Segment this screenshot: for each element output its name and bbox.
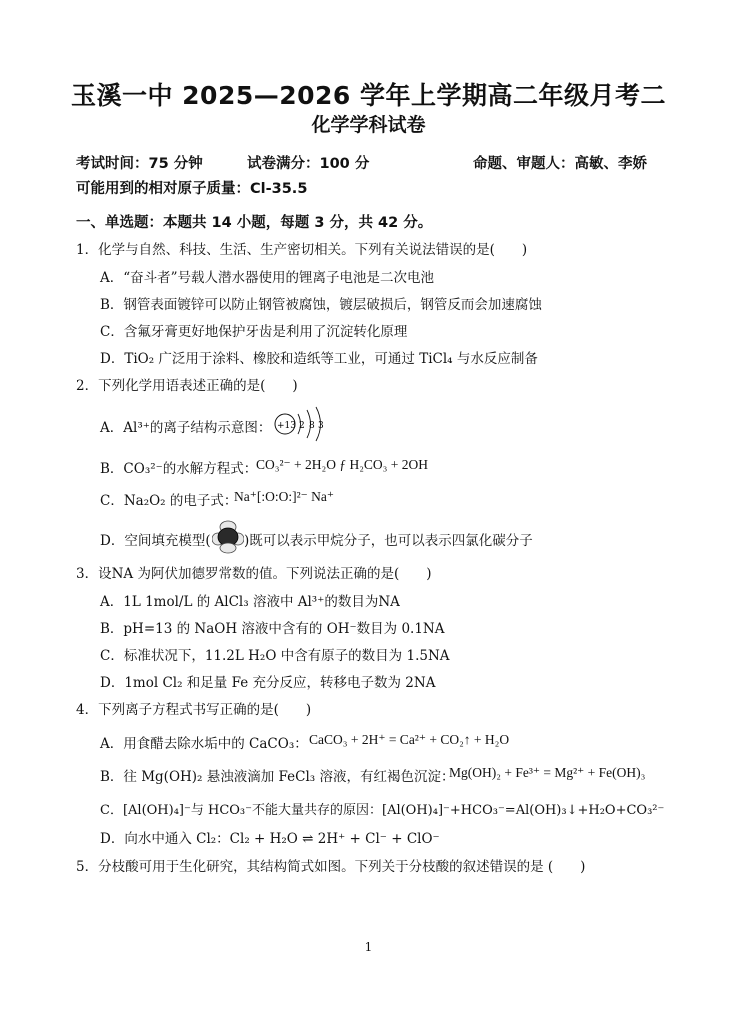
question-2-option-d-tail: )既可以表示甲烷分子，也可以表示四氯化碳分子 — [244, 533, 533, 549]
question-3-stem: 3．设NA 为阿伏加德罗常数的值。下列说法正确的是( ) — [76, 566, 432, 582]
question-5-stem: 5．分枝酸可用于生化研究，其结构简式如图。下列关于分枝酸的叙述错误的是 ( ) — [76, 859, 586, 875]
shell-2-count: 8 — [309, 421, 315, 431]
question-2-option-b: B．CO₃²⁻的水解方程式： — [100, 461, 258, 477]
question-4-option-d: D．向水中通入 Cl₂：Cl₂ + H₂O ⇌ 2H⁺ + Cl⁻ + ClO⁻ — [100, 831, 440, 847]
question-4-stem: 4．下列离子方程式书写正确的是( ) — [76, 702, 312, 718]
exam-time: 考试时间：75 分钟 — [76, 156, 203, 172]
question-2-stem: 2．下列化学用语表述正确的是( ) — [76, 378, 298, 394]
exam-authors: 命题、审题人：高敏、李娇 — [473, 156, 647, 172]
nucleus-charge: +13 — [277, 421, 296, 431]
atomic-mass-note: 可能用到的相对原子质量：Cl-35.5 — [76, 181, 308, 197]
question-1-option-b: B．钢管表面镀锌可以防止钢管被腐蚀，镀层破损后，钢管反而会加速腐蚀 — [100, 297, 542, 313]
page-number: 1 — [364, 940, 373, 954]
question-4-option-b: B．往 Mg(OH)₂ 悬浊液滴加 FeCl₃ 溶液，有红褐色沉淀： — [100, 769, 455, 785]
caco3-equation: CaCO₃ + 2H⁺ = Ca²⁺ + CO₂↑ + H₂O — [309, 732, 510, 747]
shell-3-count: 3 — [318, 421, 324, 431]
question-2-option-a: A．Al³⁺的离子结构示意图： — [100, 420, 272, 436]
peroxide-electron-formula: Na⁺[:O:O:]²⁻ Na⁺ — [234, 489, 335, 504]
hydrolysis-equation: CO₃²⁻ + 2H₂O ƒ H₂CO₃ + 2OH — [256, 457, 428, 472]
question-4-option-a: A．用食醋去除水垢中的 CaCO₃： — [100, 736, 308, 752]
exam-subtitle: 化学学科试卷 — [311, 114, 426, 136]
shell-1-count: 2 — [299, 421, 305, 431]
question-1-option-a: A．“奋斗者”号载人潜水器使用的锂离子电池是二次电池 — [100, 270, 435, 286]
exam-title: 玉溪一中 2025—2026 学年上学期高二年级月考二 — [70, 81, 667, 110]
question-2-option-c: C．Na₂O₂ 的电子式： — [100, 493, 238, 509]
question-4-option-c: C．[Al(OH)₄]⁻与 HCO₃⁻不能大量共存的原因：[Al(OH)₄]⁻+HCO₃⁻=Al(OH)₃↓+H₂O+CO₃²⁻ — [100, 803, 665, 818]
question-3-option-d: D．1mol Cl₂ 和足量 Fe 充分反应，转移电子数为 2NA — [100, 675, 436, 691]
question-1-stem: 1．化学与自然、科技、生活、生产密切相关。下列有关说法错误的是( ) — [76, 242, 528, 258]
space-filling-model-image — [212, 519, 244, 555]
precipitation-equation: Mg(OH)₂ + Fe³⁺ = Mg²⁺ + Fe(OH)₃ — [449, 765, 646, 780]
question-1-option-c: C．含氟牙膏更好地保护牙齿是利用了沉淀转化原理 — [100, 324, 408, 340]
section-heading: 一、单选题：本题共 14 小题，每题 3 分，共 42 分。 — [76, 215, 433, 231]
al-ion-structure-diagram — [272, 404, 332, 444]
question-3-option-c: C．标准状况下，11.2L H₂O 中含有原子的数目为 1.5NA — [100, 648, 450, 664]
exam-score: 试卷满分：100 分 — [247, 156, 370, 172]
question-2-option-d: D．空间填充模型( — [100, 533, 211, 549]
question-3-option-b: B．pH=13 的 NaOH 溶液中含有的 OH⁻数目为 0.1NA — [100, 621, 445, 637]
question-3-option-a: A．1L 1mol/L 的 AlCl₃ 溶液中 Al³⁺的数目为NA — [100, 594, 400, 610]
question-1-option-d: D．TiO₂ 广泛用于涂料、橡胶和造纸等工业，可通过 TiCl₄ 与水反应制备 — [100, 351, 538, 367]
